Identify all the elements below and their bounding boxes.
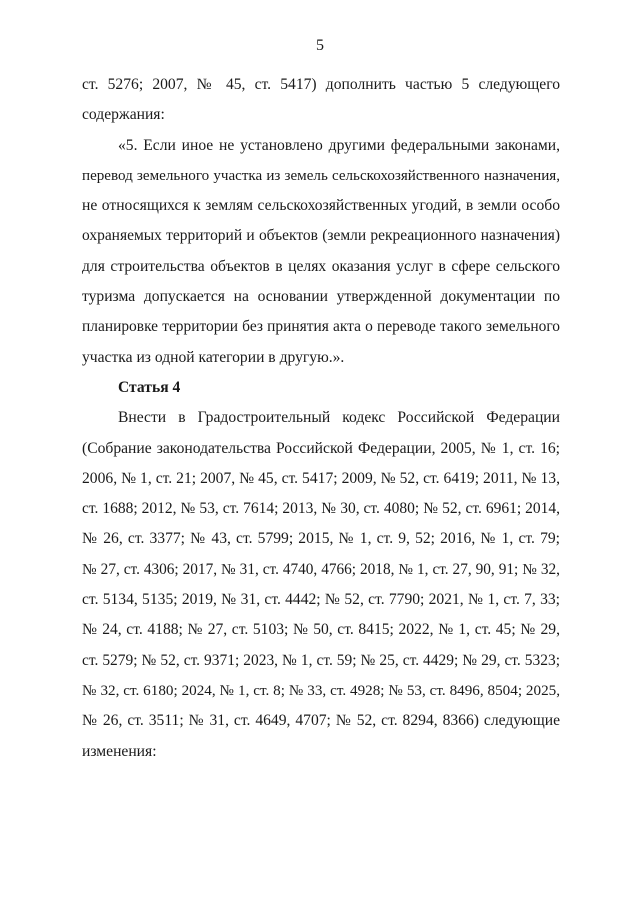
continuation-paragraph	[82, 70, 560, 131]
text-line: участка из одной категории в другую.».	[82, 348, 345, 366]
text-line: (Собрание законодательства Российской Федерации, 2005, № 1, ст. 16;	[82, 439, 560, 457]
text-line: № 24, ст. 4188; № 27, ст. 5103; № 50, ст. 8415; 2022, № 1, ст. 45; № 29,	[82, 621, 560, 639]
text-line: ст. 1688; 2012, № 53, ст. 7614; 2013, № 30, ст. 4080; № 52, ст. 6961; 2014,	[82, 500, 560, 518]
text-line: изменения:	[82, 742, 157, 760]
text-line: не относящихся к землям сельскохозяйственных угодий, в земли особо	[82, 197, 560, 215]
text-line: ст. 5276; 2007, № 45, ст. 5417) дополнить частью 5 следующего	[82, 76, 560, 93]
text-line: ст. 5134, 5135; 2019, № 31, ст. 4442; № 52, ст. 7790; 2021, № 1, ст. 7, 33;	[82, 591, 560, 609]
document-body	[82, 70, 560, 767]
text-line: № 27, ст. 4306; 2017, № 31, ст. 4740, 4766; 2018, № 1, ст. 27, 90, 91; № 32,	[82, 560, 560, 578]
text-line: № 26, ст. 3377; № 43, ст. 5799; 2015, № 1, ст. 9, 52; 2016, № 1, ст. 79;	[82, 530, 560, 548]
text-line: охраняемых территорий и объектов (земли рекреационного назначения)	[82, 227, 560, 245]
text-line: № 32, ст. 6180; 2024, № 1, ст. 8; № 33, ст. 4928; № 53, ст. 8496, 8504; 2025,	[82, 681, 560, 699]
text-line: перевод земельного участка из земель сельскохозяйственного назначения,	[82, 167, 560, 184]
text-line: № 26, ст. 3511; № 31, ст. 4649, 4707; № 52, ст. 8294, 8366) следующие	[82, 712, 560, 730]
text-line: ст. 5279; № 52, ст. 9371; 2023, № 1, ст. 59; № 25, ст. 4429; № 29, ст. 5323;	[82, 651, 560, 669]
text-line: планировке территории без принятия акта о переводе такого земельного	[82, 318, 560, 336]
text-line: 2006, № 1, ст. 21; 2007, № 45, ст. 5417; 2009, № 52, ст. 6419; 2011, № 13,	[82, 469, 560, 487]
article-heading: Статья 4	[118, 378, 181, 396]
text-line: Внести в Градостроительный кодекс Российской Федерации	[118, 409, 560, 427]
text-line: туризма допускается на основании утвержденной документации по	[82, 288, 560, 306]
text-line: «5. Если иное не установлено другими федеральными законами,	[118, 136, 560, 154]
text-line: содержания:	[82, 106, 165, 124]
page-number: 5	[316, 37, 324, 54]
article-paragraph	[82, 403, 560, 767]
text-line: для строительства объектов в целях оказания услуг в сфере сельского	[82, 257, 560, 275]
quoted-amendment-paragraph	[82, 131, 560, 373]
